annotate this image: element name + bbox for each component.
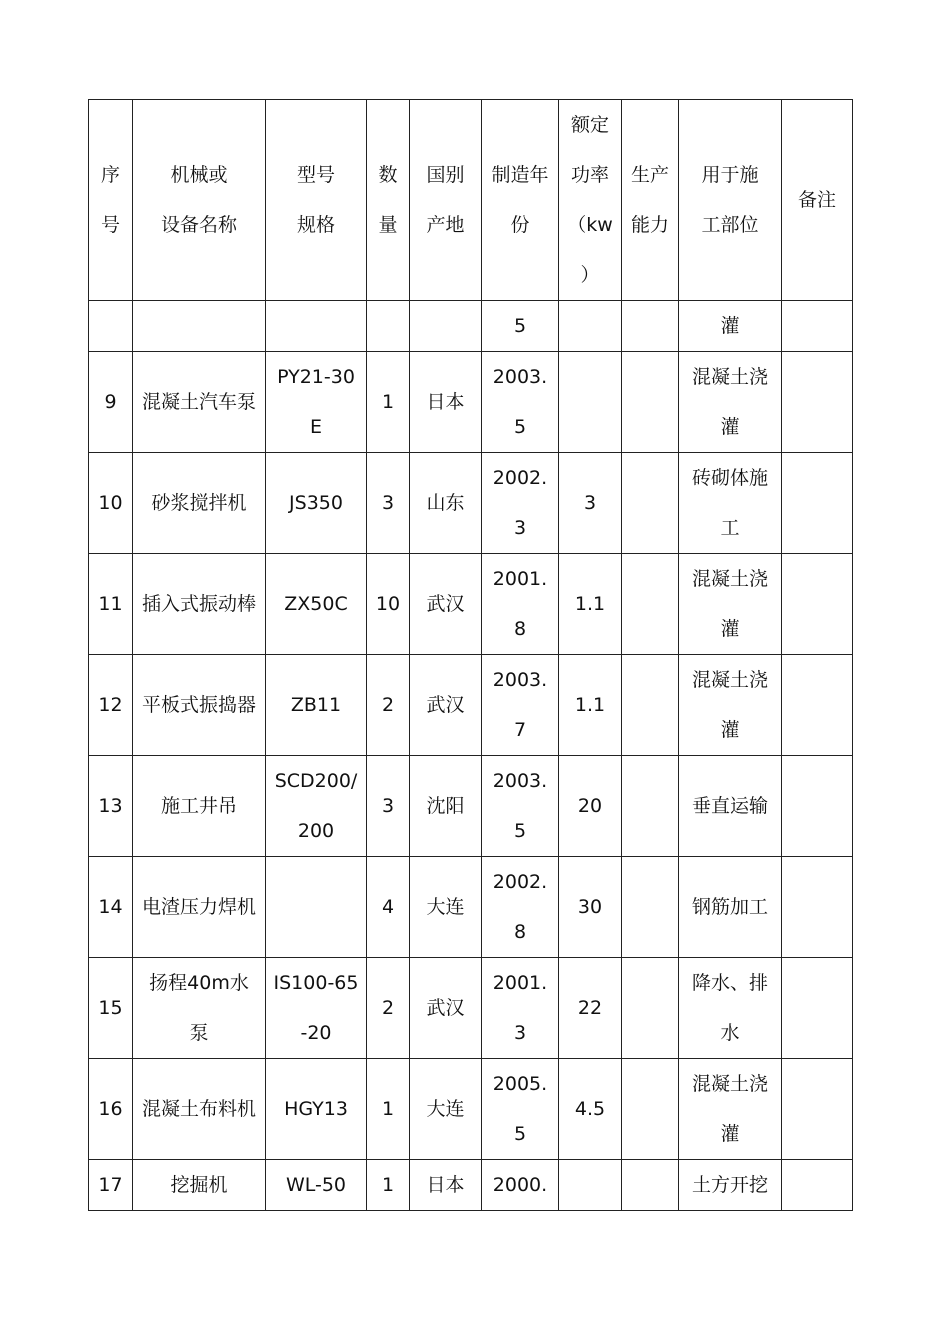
cell-text: 日本 (426, 391, 465, 413)
table-row-origin-cell (410, 958, 482, 1059)
cell-text: 混凝土浇 (691, 669, 768, 691)
table-row-seq-cell (89, 1059, 133, 1160)
table-row-remark-cell (782, 453, 853, 554)
cell-text: ZB11 (290, 694, 342, 716)
table-row-model-cell (266, 352, 367, 453)
table-row-qty-cell (367, 554, 410, 655)
cell-text: IS100-65 (273, 972, 359, 994)
cell-text: 1 (381, 1174, 395, 1196)
table-row-seq-cell (89, 857, 133, 958)
cell-text: 号 (100, 214, 120, 236)
cell-text: 大连 (426, 1098, 465, 1120)
cell-text: 1.1 (574, 593, 606, 615)
table-row-model-cell (266, 857, 367, 958)
table-row-capacity-cell (622, 1160, 679, 1211)
cell-text: 2003. (492, 366, 548, 388)
table-row-power-cell (559, 554, 622, 655)
cell-text: 11 (98, 593, 123, 615)
table-row-capacity-cell (622, 352, 679, 453)
cell-text: 规格 (296, 214, 335, 236)
table-row-capacity-cell (622, 301, 679, 352)
cell-text: 泵 (189, 1022, 209, 1044)
header-row-year-cell (482, 100, 559, 301)
table-row-name-cell (133, 857, 266, 958)
table-row-name-cell (133, 352, 266, 453)
cell-text: 13 (98, 795, 123, 817)
table-row-remark-cell (782, 554, 853, 655)
cell-text: 混凝土浇 (691, 568, 768, 590)
header-row-qty-cell (367, 100, 410, 301)
cell-text: JS350 (289, 492, 343, 514)
table-row-model-cell (266, 301, 367, 352)
equipment-table (88, 99, 853, 1211)
cell-text: 工 (720, 517, 740, 539)
header-row-name-cell (133, 100, 266, 301)
table-row (89, 1160, 853, 1211)
table-row-remark-cell (782, 857, 853, 958)
cell-text: 2001. (492, 972, 548, 994)
cell-text: 武汉 (426, 997, 465, 1019)
cell-text: 9 (104, 391, 117, 413)
cell-text: 混凝土布料机 (141, 1098, 256, 1120)
table-row-remark-cell (782, 1160, 853, 1211)
table-row-seq-cell (89, 301, 133, 352)
cell-text: ZX50C (284, 593, 348, 615)
table-row-seq-cell (89, 352, 133, 453)
table-row-qty-cell (367, 958, 410, 1059)
table-row-origin-cell (410, 554, 482, 655)
table-row-capacity-cell (622, 1059, 679, 1160)
table-row-year-cell (482, 1059, 559, 1160)
header-row-usage-cell (679, 100, 782, 301)
cell-text: E (309, 416, 322, 438)
cell-text: 8 (513, 921, 527, 943)
cell-text: 设备名称 (160, 214, 237, 236)
table-row-name-cell (133, 301, 266, 352)
table-row-capacity-cell (622, 655, 679, 756)
table-row-remark-cell (782, 958, 853, 1059)
cell-text: -20 (300, 1022, 332, 1044)
table-row-model-cell (266, 958, 367, 1059)
table-row-remark-cell (782, 301, 853, 352)
cell-text: 14 (98, 896, 123, 918)
table-row-capacity-cell (622, 453, 679, 554)
table-row-year-cell (482, 453, 559, 554)
table-row-qty-cell (367, 352, 410, 453)
cell-text: 16 (98, 1098, 123, 1120)
cell-text: 30 (577, 896, 603, 918)
cell-text: 武汉 (426, 593, 465, 615)
table-row-usage-cell (679, 857, 782, 958)
table-row (89, 352, 853, 453)
cell-text: 制造年 (491, 164, 549, 186)
table-row-name-cell (133, 1160, 266, 1211)
header-row-power-cell (559, 100, 622, 301)
table-row (89, 958, 853, 1059)
table-row-power-cell (559, 958, 622, 1059)
header-row-origin-cell (410, 100, 482, 301)
cell-text: 大连 (426, 896, 465, 918)
cell-text: 插入式振动棒 (141, 593, 256, 615)
cell-text: 5 (513, 315, 527, 337)
cell-text: 2002. (492, 467, 548, 489)
table-row-power-cell (559, 857, 622, 958)
cell-text: 3 (513, 1022, 527, 1044)
table-row-qty-cell (367, 453, 410, 554)
table-row-origin-cell (410, 857, 482, 958)
cell-text: 17 (98, 1174, 123, 1196)
table-row-model-cell (266, 756, 367, 857)
cell-text: 水 (720, 1022, 740, 1044)
cell-text: 5 (513, 416, 527, 438)
cell-text: 灌 (720, 719, 740, 741)
table-row-model-cell (266, 655, 367, 756)
table-row-origin-cell (410, 453, 482, 554)
cell-text: 10 (98, 492, 123, 514)
table-row (89, 554, 853, 655)
cell-text: 2000. (492, 1174, 548, 1196)
cell-text: 灌 (720, 315, 740, 337)
table-row-name-cell (133, 756, 266, 857)
table-row-seq-cell (89, 1160, 133, 1211)
cell-text: 施工井吊 (160, 795, 237, 817)
table-row-usage-cell (679, 756, 782, 857)
cell-text: 产地 (426, 214, 465, 236)
cell-text: 2005. (492, 1073, 548, 1095)
cell-text: 2003. (492, 770, 548, 792)
cell-text: 10 (375, 593, 401, 615)
cell-text: ） (580, 264, 600, 286)
table-row-origin-cell (410, 352, 482, 453)
cell-text: 2002. (492, 871, 548, 893)
table-row-year-cell (482, 958, 559, 1059)
header-row-capacity-cell (622, 100, 679, 301)
table-row-seq-cell (89, 554, 133, 655)
cell-text: 15 (98, 997, 123, 1019)
cell-text: 数 (378, 164, 398, 186)
table-row-usage-cell (679, 301, 782, 352)
header-row-seq-cell (89, 100, 133, 301)
cell-text: 型号 (296, 164, 335, 186)
cell-text: 200 (297, 820, 335, 842)
table-row-origin-cell (410, 756, 482, 857)
cell-text: SCD200/ (274, 770, 358, 792)
table-row-name-cell (133, 1059, 266, 1160)
table-row (89, 655, 853, 756)
table-row-qty-cell (367, 1059, 410, 1160)
cell-text: 2001. (492, 568, 548, 590)
cell-text: 5 (513, 1123, 527, 1145)
table-row-seq-cell (89, 958, 133, 1059)
table-row-name-cell (133, 655, 266, 756)
cell-text: 国别 (426, 164, 465, 186)
table-row-power-cell (559, 655, 622, 756)
cell-text: 混凝土汽车泵 (141, 391, 256, 413)
cell-text: 备注 (797, 189, 836, 211)
table-row-model-cell (266, 554, 367, 655)
table-row-remark-cell (782, 352, 853, 453)
cell-text: （kw (567, 214, 613, 236)
table-row-power-cell (559, 453, 622, 554)
cell-text: 砖砌体施 (691, 467, 768, 489)
table-row-power-cell (559, 352, 622, 453)
cell-text: 砂浆搅拌机 (151, 492, 247, 514)
cell-text: 灌 (720, 618, 740, 640)
table-row-origin-cell (410, 1160, 482, 1211)
table-row-capacity-cell (622, 554, 679, 655)
table-row-remark-cell (782, 1059, 853, 1160)
cell-text: 灌 (720, 1123, 740, 1145)
cell-text: 机械或 (170, 164, 228, 186)
table-row-remark-cell (782, 756, 853, 857)
cell-text: 2 (381, 694, 395, 716)
cell-text: 份 (510, 214, 530, 236)
cell-text: 7 (513, 719, 527, 741)
table-row-qty-cell (367, 301, 410, 352)
cell-text: 1 (381, 391, 395, 413)
table-row-name-cell (133, 554, 266, 655)
cell-text: 工部位 (701, 214, 759, 236)
table-row-year-cell (482, 857, 559, 958)
cell-text: 电渣压力焊机 (141, 896, 256, 918)
table-row-usage-cell (679, 655, 782, 756)
cell-text: 灌 (720, 416, 740, 438)
cell-text: 日本 (426, 1174, 465, 1196)
cell-text: 2 (381, 997, 395, 1019)
table-row-year-cell (482, 554, 559, 655)
cell-text: 能力 (630, 214, 669, 236)
cell-text: 20 (577, 795, 603, 817)
table-row-usage-cell (679, 453, 782, 554)
table-row-year-cell (482, 1160, 559, 1211)
table-row-year-cell (482, 301, 559, 352)
cell-text: 量 (378, 214, 398, 236)
table-row-qty-cell (367, 1160, 410, 1211)
table-row-power-cell (559, 756, 622, 857)
cell-text: 2003. (492, 669, 548, 691)
cell-text: 混凝土浇 (691, 366, 768, 388)
table-row-year-cell (482, 352, 559, 453)
cell-text: 22 (577, 997, 603, 1019)
table-row-usage-cell (679, 1160, 782, 1211)
table-row-origin-cell (410, 1059, 482, 1160)
cell-text: 山东 (426, 492, 465, 514)
cell-text: 扬程40m水 (149, 972, 249, 994)
cell-text: PY21-30 (277, 366, 355, 388)
cell-text: 垂直运输 (691, 795, 768, 817)
table-row-seq-cell (89, 756, 133, 857)
table-row-seq-cell (89, 453, 133, 554)
table-row-usage-cell (679, 958, 782, 1059)
table-row-model-cell (266, 1160, 367, 1211)
cell-text: 沈阳 (426, 795, 465, 817)
cell-text: 武汉 (426, 694, 465, 716)
table-row-model-cell (266, 453, 367, 554)
table-row (89, 756, 853, 857)
cell-text: 用于施 (701, 164, 759, 186)
cell-text: 序 (100, 164, 120, 186)
table-row (89, 301, 853, 352)
cell-text: 4 (381, 896, 395, 918)
table-row-usage-cell (679, 554, 782, 655)
table-row-qty-cell (367, 756, 410, 857)
table-row-year-cell (482, 655, 559, 756)
table-row-power-cell (559, 301, 622, 352)
cell-text: 土方开挖 (691, 1174, 768, 1196)
cell-text: 8 (513, 618, 527, 640)
table-row-qty-cell (367, 857, 410, 958)
cell-text: 混凝土浇 (691, 1073, 768, 1095)
table-row-usage-cell (679, 352, 782, 453)
table-row-power-cell (559, 1059, 622, 1160)
cell-text: 12 (98, 694, 123, 716)
header-row (89, 100, 853, 301)
cell-text: 3 (583, 492, 597, 514)
table-row-name-cell (133, 958, 266, 1059)
cell-text: 额定 (570, 114, 609, 136)
table-row (89, 453, 853, 554)
table-row-capacity-cell (622, 958, 679, 1059)
header-row-remark-cell (782, 100, 853, 301)
table-row-qty-cell (367, 655, 410, 756)
cell-text: 1 (381, 1098, 395, 1120)
table-row (89, 1059, 853, 1160)
cell-text: 4.5 (574, 1098, 606, 1120)
table-row (89, 857, 853, 958)
table-row-origin-cell (410, 655, 482, 756)
cell-text: 3 (381, 795, 395, 817)
cell-text: HGY13 (284, 1098, 348, 1120)
cell-text: 1.1 (574, 694, 606, 716)
cell-text: 降水、排 (691, 972, 768, 994)
table-row-power-cell (559, 1160, 622, 1211)
table-row-usage-cell (679, 1059, 782, 1160)
header-row-model-cell (266, 100, 367, 301)
cell-text: 3 (381, 492, 395, 514)
cell-text: 5 (513, 820, 527, 842)
table-row-capacity-cell (622, 756, 679, 857)
cell-text: 生产 (630, 164, 669, 186)
table-row-remark-cell (782, 655, 853, 756)
cell-text: 功率 (570, 164, 609, 186)
cell-text: 平板式振捣器 (141, 694, 256, 716)
table-row-seq-cell (89, 655, 133, 756)
table-row-origin-cell (410, 301, 482, 352)
table-body (89, 100, 853, 1211)
table-row-year-cell (482, 756, 559, 857)
cell-text: 钢筋加工 (691, 896, 768, 918)
cell-text: 挖掘机 (170, 1174, 228, 1196)
cell-text: WL-50 (285, 1174, 347, 1196)
table-row-capacity-cell (622, 857, 679, 958)
table-row-model-cell (266, 1059, 367, 1160)
table-row-name-cell (133, 453, 266, 554)
cell-text: 3 (513, 517, 527, 539)
